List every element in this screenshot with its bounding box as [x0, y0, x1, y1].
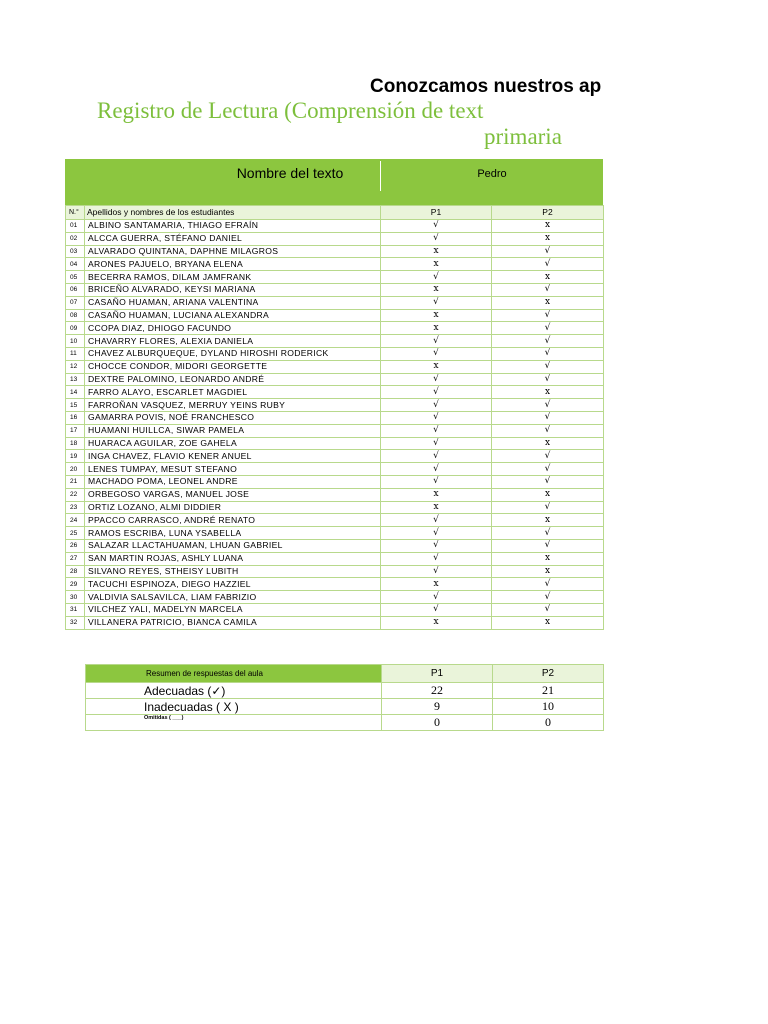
student-name: HUAMANI HUILLCA, SIWAR PAMELA [85, 424, 381, 437]
header-line-3: primaria [484, 124, 562, 149]
table-row [66, 591, 604, 604]
table-row [66, 399, 604, 412]
answer-p2: x [492, 386, 604, 399]
column-header-num: N.° [66, 206, 85, 220]
student-name: VALDIVIA SALSAVILCA, LIAM FABRIZIO [85, 591, 381, 604]
answer-p1: √ [381, 386, 492, 399]
student-name: ARONES PAJUELO, BRYANA ELENA [85, 258, 381, 271]
student-number: 06 [66, 283, 85, 296]
answer-p2: x [492, 296, 604, 309]
table-row [66, 437, 604, 450]
answer-p2: √ [492, 309, 604, 322]
student-number: 09 [66, 322, 85, 335]
answer-p1: x [381, 616, 492, 629]
student-number: 16 [66, 411, 85, 424]
summary-label: Adecuadas (✓) [86, 683, 382, 699]
summary-header-p1: P1 [382, 665, 493, 683]
student-number: 07 [66, 296, 85, 309]
text-name-label: Nombre del texto [236, 165, 344, 181]
answer-p1: x [381, 360, 492, 373]
answer-p2: √ [492, 424, 604, 437]
table-row [66, 271, 604, 284]
student-name: RAMOS ESCRIBA, LUNA YSABELLA [85, 527, 381, 540]
table-row [66, 360, 604, 373]
answer-p2: √ [492, 347, 604, 360]
answer-p2: √ [492, 463, 604, 476]
summary-value-p2: 0 [493, 715, 604, 731]
answer-p1: √ [381, 220, 492, 233]
student-number: 13 [66, 373, 85, 386]
answer-p2: √ [492, 258, 604, 271]
header-line-1: Conozcamos nuestros ap [370, 76, 602, 97]
student-number: 05 [66, 271, 85, 284]
student-name: ALBINO SANTAMARIA, THIAGO EFRAÍN [85, 220, 381, 233]
summary-value-p2: 21 [493, 683, 604, 699]
student-name: HUARACA AGUILAR, ZOE GAHELA [85, 437, 381, 450]
student-name: DEXTRE PALOMINO, LEONARDO ANDRÉ [85, 373, 381, 386]
student-name: CASAÑO HUAMAN, ARIANA VALENTINA [85, 296, 381, 309]
student-number: 27 [66, 552, 85, 565]
student-number: 18 [66, 437, 85, 450]
student-name: SILVANO REYES, STHEISY LUBITH [85, 565, 381, 578]
student-name: SAN MARTIN ROJAS, ASHLY LUANA [85, 552, 381, 565]
answer-p1: √ [381, 437, 492, 450]
student-number: 21 [66, 475, 85, 488]
answer-p1: √ [381, 527, 492, 540]
summary-row [86, 699, 604, 715]
answer-p2: √ [492, 373, 604, 386]
table-row [66, 373, 604, 386]
student-number: 23 [66, 501, 85, 514]
student-number: 24 [66, 514, 85, 527]
student-name: CASAÑO HUAMAN, LUCIANA ALEXANDRA [85, 309, 381, 322]
answer-p1: x [381, 258, 492, 271]
answer-p2: x [492, 616, 604, 629]
column-header-name: Apellidos y nombres de los estudiantes [85, 206, 381, 220]
summary-header-p2: P2 [493, 665, 604, 683]
answer-p1: √ [381, 296, 492, 309]
column-header-p1: P1 [381, 206, 492, 220]
answer-p2: √ [492, 283, 604, 296]
student-name: FARRO ALAYO, ESCARLET MAGDIEL [85, 386, 381, 399]
student-name: CHOCCE CONDOR, MIDORI GEORGETTE [85, 360, 381, 373]
answer-p1: √ [381, 603, 492, 616]
student-name: PPACCO CARRASCO, ANDRÉ RENATO [85, 514, 381, 527]
table-row [66, 616, 604, 629]
student-name: ALVARADO QUINTANA, DAPHNE MILAGROS [85, 245, 381, 258]
student-name: ORTIZ LOZANO, ALMI DIDDIER [85, 501, 381, 514]
student-number: 17 [66, 424, 85, 437]
summary-value-p1: 9 [382, 699, 493, 715]
answer-p1: √ [381, 347, 492, 360]
student-number: 19 [66, 450, 85, 463]
student-name: BRICEÑO ALVARADO, KEYSI MARIANA [85, 283, 381, 296]
answer-p1: x [381, 283, 492, 296]
answer-p1: √ [381, 591, 492, 604]
answer-p2: √ [492, 335, 604, 348]
student-number: 10 [66, 335, 85, 348]
answer-p2: √ [492, 501, 604, 514]
summary-header-row [86, 665, 604, 683]
answer-p1: √ [381, 271, 492, 284]
student-number: 15 [66, 399, 85, 412]
answer-p1: √ [381, 335, 492, 348]
students-header-row [66, 206, 604, 220]
student-number: 28 [66, 565, 85, 578]
answer-p2: √ [492, 603, 604, 616]
table-row [66, 488, 604, 501]
student-number: 26 [66, 539, 85, 552]
student-number: 14 [66, 386, 85, 399]
answer-p1: √ [381, 373, 492, 386]
student-name: MACHADO POMA, LEONEL ANDRE [85, 475, 381, 488]
student-name: CHAVARRY FLORES, ALEXIA DANIELA [85, 335, 381, 348]
answer-p2: √ [492, 245, 604, 258]
student-name: CHAVEZ ALBURQUEQUE, DYLAND HIROSHI RODERICK [85, 347, 381, 360]
student-name: VILLANERA PATRICIO, BIANCA CAMILA [85, 616, 381, 629]
student-number: 29 [66, 578, 85, 591]
answer-p1: √ [381, 539, 492, 552]
answer-p1: √ [381, 232, 492, 245]
answer-p1: x [381, 501, 492, 514]
table-row [66, 309, 604, 322]
answer-p1: √ [381, 463, 492, 476]
table-row [66, 527, 604, 540]
answer-p1: x [381, 578, 492, 591]
table-row [66, 386, 604, 399]
student-number: 08 [66, 309, 85, 322]
answer-p2: x [492, 271, 604, 284]
student-name: ALCCA GUERRA, STÉFANO DANIEL [85, 232, 381, 245]
table-row [66, 258, 604, 271]
student-name: ORBEGOSO VARGAS, MANUEL JOSE [85, 488, 381, 501]
student-number: 11 [66, 347, 85, 360]
summary-row [86, 683, 604, 699]
table-row [66, 232, 604, 245]
student-number: 02 [66, 232, 85, 245]
table-row [66, 283, 604, 296]
table-row [66, 514, 604, 527]
table-row [66, 347, 604, 360]
student-name: BECERRA RAMOS, DILAM JAMFRANK [85, 271, 381, 284]
answer-p2: x [492, 232, 604, 245]
summary-label: Omitidas ( ___) [86, 715, 382, 731]
student-number: 12 [66, 360, 85, 373]
table-row [66, 220, 604, 233]
answer-p1: √ [381, 450, 492, 463]
answer-p2: √ [492, 450, 604, 463]
answer-p2: x [492, 514, 604, 527]
table-row [66, 539, 604, 552]
table-row [66, 552, 604, 565]
student-number: 20 [66, 463, 85, 476]
summary-table [85, 664, 604, 731]
student-number: 03 [66, 245, 85, 258]
answer-p2: x [492, 552, 604, 565]
answer-p1: √ [381, 424, 492, 437]
table-row [66, 296, 604, 309]
student-name: LENES TUMPAY, MESUT STEFANO [85, 463, 381, 476]
table-row [66, 565, 604, 578]
summary-value-p2: 10 [493, 699, 604, 715]
table-row [66, 463, 604, 476]
answer-p1: √ [381, 399, 492, 412]
students-table [65, 205, 604, 630]
summary-value-p1: 22 [382, 683, 493, 699]
table-row [66, 322, 604, 335]
table-row [66, 411, 604, 424]
summary-value-p1: 0 [382, 715, 493, 731]
student-number: 30 [66, 591, 85, 604]
answer-p1: x [381, 245, 492, 258]
answer-p2: x [492, 488, 604, 501]
answer-p2: x [492, 565, 604, 578]
table-row [66, 450, 604, 463]
answer-p2: √ [492, 539, 604, 552]
student-name: SALAZAR LLACTAHUAMAN, LHUAN GABRIEL [85, 539, 381, 552]
table-row [66, 335, 604, 348]
answer-p2: √ [492, 591, 604, 604]
answer-p2: √ [492, 360, 604, 373]
answer-p2: √ [492, 527, 604, 540]
answer-p2: √ [492, 399, 604, 412]
student-number: 01 [66, 220, 85, 233]
table-row [66, 501, 604, 514]
answer-p1: √ [381, 565, 492, 578]
answer-p2: x [492, 437, 604, 450]
answer-p2: √ [492, 475, 604, 488]
summary-row [86, 715, 604, 731]
answer-p1: x [381, 322, 492, 335]
answer-p1: √ [381, 514, 492, 527]
student-number: 04 [66, 258, 85, 271]
table-row [66, 475, 604, 488]
student-name: FARROÑAN VASQUEZ, MERRUY YEINS RUBY [85, 399, 381, 412]
student-name: INGA CHAVEZ, FLAVIO KENER ANUEL [85, 450, 381, 463]
header-divider [380, 161, 381, 191]
student-name: TACUCHI ESPINOZA, DIEGO HAZZIEL [85, 578, 381, 591]
student-number: 32 [66, 616, 85, 629]
summary-header-label: Resumen de respuestas del aula [86, 665, 382, 683]
student-number: 25 [66, 527, 85, 540]
answer-p1: x [381, 309, 492, 322]
answer-p1: x [381, 488, 492, 501]
answer-p2: x [492, 220, 604, 233]
student-number: 22 [66, 488, 85, 501]
summary-label: Inadecuadas ( X ) [86, 699, 382, 715]
answer-p1: √ [381, 552, 492, 565]
summary-body [86, 683, 604, 731]
text-name-value: Pedro [477, 168, 507, 180]
student-name: CCOPA DIAZ, DHIOGO FACUNDO [85, 322, 381, 335]
answer-p2: √ [492, 411, 604, 424]
header-line-2: Registro de Lectura (Comprensión de text [97, 98, 484, 123]
answer-p1: √ [381, 475, 492, 488]
students-body [66, 220, 604, 630]
student-name: VILCHEZ YALI, MADELYN MARCELA [85, 603, 381, 616]
table-row [66, 578, 604, 591]
table-row [66, 424, 604, 437]
table-row [66, 245, 604, 258]
table-row [66, 603, 604, 616]
student-number: 31 [66, 603, 85, 616]
student-name: GAMARRA POVIS, NOÉ FRANCHESCO [85, 411, 381, 424]
answer-p1: √ [381, 411, 492, 424]
text-name-header [65, 159, 603, 205]
answer-p2: √ [492, 322, 604, 335]
answer-p2: √ [492, 578, 604, 591]
column-header-p2: P2 [492, 206, 604, 220]
